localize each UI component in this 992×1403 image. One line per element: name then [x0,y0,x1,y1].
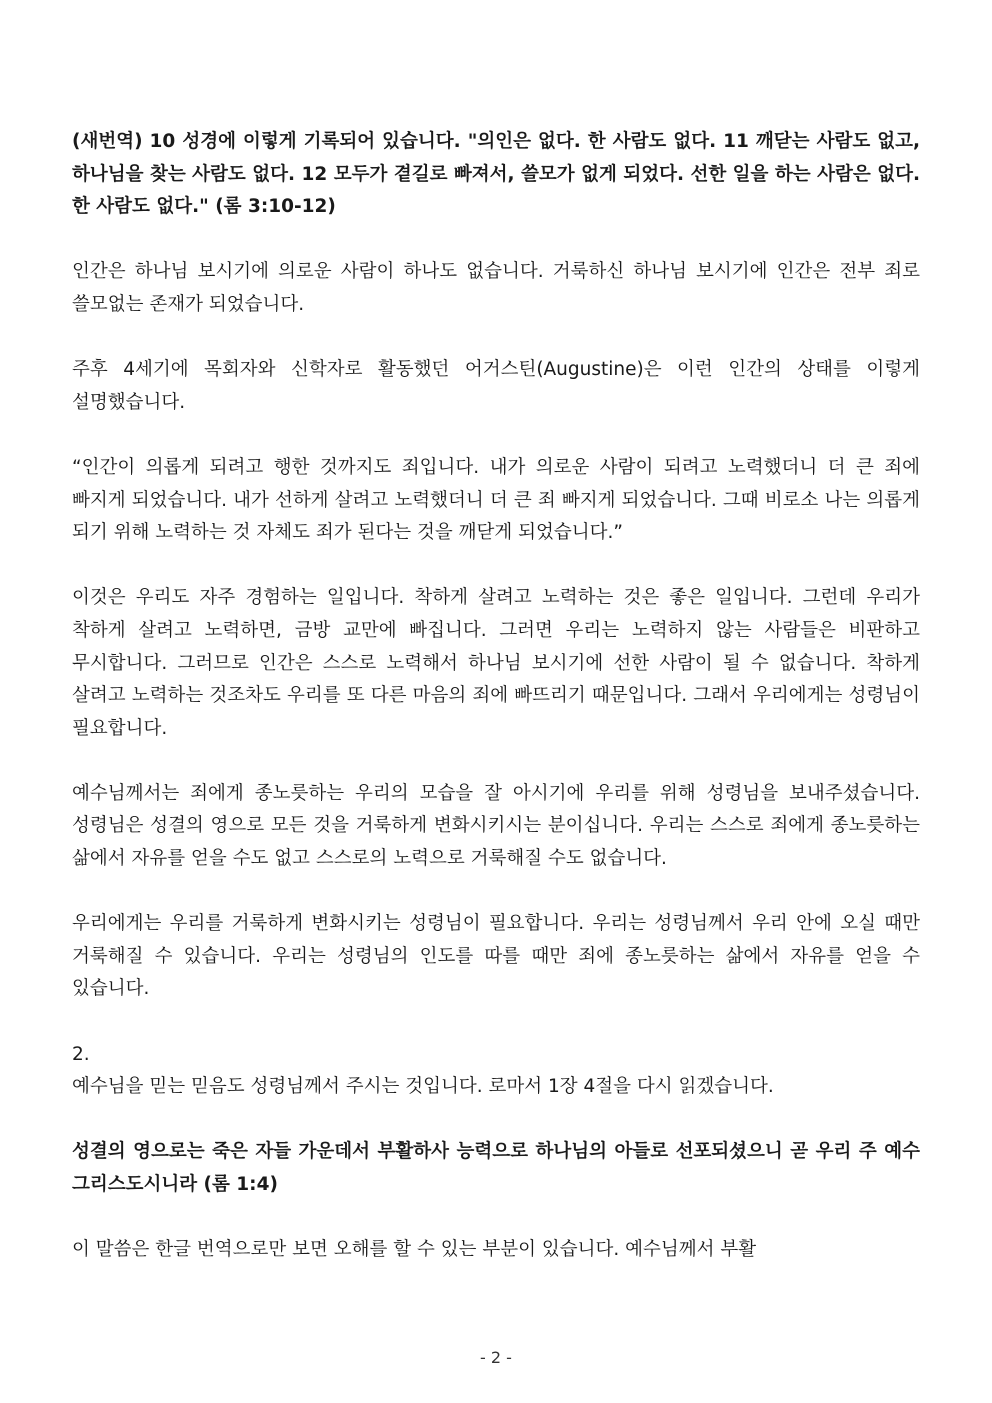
paragraph-gap [72,1104,920,1137]
body-paragraph: 이 말씀은 한글 번역으로만 보면 오해를 할 수 있는 부분이 있습니다. 예수님께서 부활 [72,1239,757,1261]
body-paragraph: 이것은 우리도 자주 경험하는 일입니다. 착하게 살려고 노력하는 것은 좋은 일입니다. 그런데 우리가 착하게 살려고 노력하면, 금방 교만에 빠집니다. 그러면 우리는 노력하지 않는 사람들은 비판하고 무시합니다. 그러므로 인간은 스스로 노력해서 하나님 보시기에 선한 사람이 될 수 없습니다. 착하게 살려고 노력하는 것조차도 우리를 또 다른 마음의 죄에 빠뜨리기 때문입니다. 그래서 우리에게는 성령님이 필요합니다. [72,587,920,739]
scripture-quote-romans-1: 성결의 영으로는 죽은 자들 가운데서 부활하사 능력으로 하나님의 아들로 선포되셨으니 곧 우리 주 예수 그리스도시니라 (롬 1:4) [72,1141,920,1195]
augustine-quote: “인간이 의롭게 되려고 행한 것까지도 죄입니다. 내가 의로운 사람이 되려고 노력했더니 더 큰 죄에 빠지게 되었습니다. 내가 선하게 살려고 노력했더니 더 큰 죄 빠지게 되었습니다. 그때 비로소 나는 의롭게 되기 위해 노력하는 것 자체도 죄가 된다는 것을 깨닫게 되었습니다.” [72,456,920,544]
paragraph-gap [72,322,920,355]
paragraph-gap [72,876,920,909]
scripture-quote-romans-3: (새번역) 10 성경에 이렇게 기록되어 있습니다. "의인은 없다. 한 사람도 없다. 11 깨닫는 사람도 없고, 하나님을 찾는 사람도 없다. 12 모두가 곁길로 빠져서, 쓸모가 없게 되었다. 선한 일을 하는 사람은 없다. 한 사람도 없다." (롬 3:10-12) [72,131,920,218]
paragraph-gap [72,224,920,257]
body-paragraph: 인간은 하나님 보시기에 의로운 사람이 하나도 없습니다. 거룩하신 하나님 보시기에 인간은 전부 죄로 쓸모없는 존재가 되었습니다. [72,261,920,315]
page-number: - 2 - [480,1348,512,1367]
paragraph-gap [72,1202,920,1235]
paragraph-gap [72,419,920,452]
body-paragraph: 예수님께서는 죄에게 종노릇하는 우리의 모습을 잘 아시기에 우리를 위해 성령님을 보내주셨습니다. 성령님은 성결의 영으로 모든 것을 거룩하게 변화시키시는 분이십니다. 우리는 스스로 죄에게 종노릇하는 삶에서 자유를 얻을 수도 없고 스스로의 노력으로 거룩해질 수도 없습니다. [72,782,920,870]
body-paragraph: 우리에게는 우리를 거룩하게 변화시키는 성령님이 필요합니다. 우리는 성령님께서 우리 안에 오실 때만 거룩해질 수 있습니다. 우리는 성령님의 인도를 따를 때만 죄에 종노릇하는 삶에서 자유를 얻을 수 있습니다. [72,913,920,1000]
body-paragraph: 예수님을 믿는 믿음도 성령님께서 주시는 것입니다. 로마서 1장 4절을 다시 읽겠습니다. [72,1076,774,1098]
section-number: 2. [72,1043,90,1065]
paragraph-gap [72,745,920,778]
document-page [72,126,920,1267]
body-paragraph: 주후 4세기에 목회자와 신학자로 활동했던 어거스틴(Augustine)은 이런 인간의 상태를 이렇게 설명했습니다. [72,359,920,413]
paragraph-gap [72,550,920,583]
paragraph-gap [72,1006,920,1039]
